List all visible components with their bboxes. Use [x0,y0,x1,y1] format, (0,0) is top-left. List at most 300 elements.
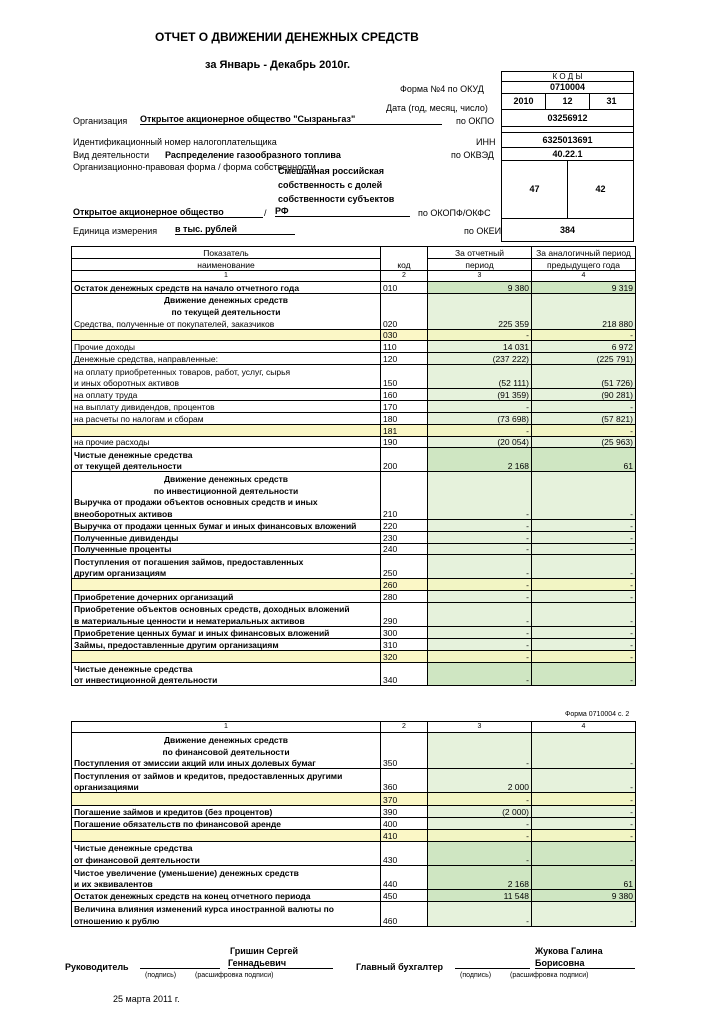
row-current-value: (52 111) [428,377,532,389]
table-row [72,412,636,424]
accountant-decode-hint: (расшифровка подписи) [510,972,589,979]
row-code [381,769,428,781]
table-row [72,543,636,555]
row-previous-value: (225 791) [532,353,636,365]
row-code: 450 [381,890,428,902]
row-name: Приобретение объектов основных средств, доходных вложений [72,603,381,615]
col-previous-header-2: предыдущего года [532,259,636,271]
table-row [72,305,636,317]
row-previous-value [532,448,636,460]
date-day: 31 [589,93,634,110]
row-current-value: - [428,591,532,603]
col-name-header: наименование [72,259,381,271]
row-code: 310 [381,638,428,650]
row-previous-value [532,769,636,781]
row-current-value [428,472,532,484]
row-code: 020 [381,317,428,329]
row-name: Денежные средства, направленные: [72,353,381,365]
row-previous-value: - [532,793,636,805]
head-decode-hint: (расшифровка подписи) [195,972,274,979]
row-current-value: - [428,519,532,531]
row-code [381,662,428,674]
row-current-value [428,496,532,508]
row-previous-value: (25 963) [532,436,636,448]
col-number-4: 4 [532,271,636,282]
table-row [72,902,636,914]
table-row [72,914,636,926]
row-name: Погашение займов и кредитов (без процентов) [72,805,381,817]
row-previous-value: - [532,914,636,926]
table-row [72,817,636,829]
row-name: Величина влияния изменений курса иностранной валюты по [72,902,381,914]
row-name: другим организациям [72,567,381,579]
row-code [381,745,428,757]
row-code [381,841,428,853]
row-current-value: - [428,793,532,805]
row-previous-value [532,484,636,496]
row-current-value [428,365,532,377]
page2-label: Форма 0710004 с. 2 [565,711,630,718]
row-previous-value: - [532,614,636,626]
row-code: 410 [381,829,428,841]
table-row [72,293,636,305]
row-previous-value [532,745,636,757]
row-name: Полученные дивиденды [72,531,381,543]
row-name: на прочие расходы [72,436,381,448]
row-previous-value: 218 880 [532,317,636,329]
head-signature-line [140,958,220,969]
row-current-value [428,662,532,674]
table-row [72,365,636,377]
table-row [72,793,636,805]
row-code [381,603,428,615]
row-name: Займы, предоставленные другим организациям [72,638,381,650]
row-previous-value: - [532,507,636,519]
row-name [72,424,381,436]
row-name [72,579,381,591]
row-name: на оплату труда [72,389,381,401]
row-code: 360 [381,781,428,793]
table-row [72,829,636,841]
row-previous-value: 61 [532,878,636,890]
row-code: 190 [381,436,428,448]
row-code: 280 [381,591,428,603]
row-current-value: - [428,914,532,926]
okopf-label: по ОКОПФ/ОКФС [418,208,491,218]
row-code: 160 [381,389,428,401]
table-row [72,519,636,531]
row-previous-value: - [532,638,636,650]
row-name: отношению к рублю [72,914,381,926]
okud-code: 0710004 [501,81,634,94]
row-code: 150 [381,377,428,389]
table-row [72,353,636,365]
row-code [381,472,428,484]
row-current-value: - [428,674,532,686]
table-row [72,424,636,436]
row-code: 320 [381,650,428,662]
row-previous-value: - [532,567,636,579]
row-code: 240 [381,543,428,555]
row-current-value [428,745,532,757]
row-name: Поступления от погашения займов, предоставленных [72,555,381,567]
table-row [72,484,636,496]
row-current-value [428,902,532,914]
row-name: Движение денежных средств [72,293,381,305]
col-indicator-header: Показатель [72,247,381,259]
row-current-value: - [428,329,532,341]
row-name: Полученные проценты [72,543,381,555]
row-previous-value [532,472,636,484]
table-row [72,757,636,769]
row-code: 200 [381,460,428,472]
row-current-value: (20 054) [428,436,532,448]
table-row [72,674,636,686]
row-code: 290 [381,614,428,626]
row-name: и их эквивалентов [72,878,381,890]
accountant-sign-hint: (подпись) [460,972,492,979]
legal-form-slash: / [264,208,267,218]
row-name: Выручка от продажи ценных бумаг и иных финансовых вложений [72,519,381,531]
table-row [72,890,636,902]
date-label: Дата (год, месяц, число) [386,103,488,113]
row-name: по текущей деятельности [72,305,381,317]
activity-value: Распределение газообразного топлива [165,150,341,160]
inn-code: 6325013691 [501,132,634,148]
row-previous-value: - [532,591,636,603]
row-name: по финансовой деятельности [72,745,381,757]
table-row [72,591,636,603]
okei-label: по ОКЕИ [464,226,502,236]
row-code: 370 [381,793,428,805]
row-current-value: - [428,757,532,769]
row-name: Остаток денежных средств на конец отчетного периода [72,890,381,902]
table-row [72,614,636,626]
row-code: 350 [381,757,428,769]
row-code [381,902,428,914]
row-code [381,365,428,377]
row-previous-value: - [532,543,636,555]
row-previous-value: - [532,531,636,543]
okfs-code: 42 [567,160,634,219]
head-label: Руководитель [65,962,129,972]
row-current-value: - [428,531,532,543]
row-name: Движение денежных средств [72,472,381,484]
row-current-value: - [428,650,532,662]
col-number-1: 1 [72,271,381,282]
row-previous-value: 9 319 [532,282,636,294]
row-code: 430 [381,853,428,865]
row-current-value: - [428,638,532,650]
row-current-value [428,448,532,460]
col-previous-header-1: За аналогичный период [532,247,636,259]
p2-col-number-4: 4 [532,722,636,733]
table-row [72,866,636,878]
table-row [72,638,636,650]
row-current-value [428,841,532,853]
p2-col-number-1: 1 [72,722,381,733]
row-current-value: - [428,400,532,412]
unit-value: в тыс. рублей [175,224,295,235]
table-row [72,662,636,674]
row-code: 260 [381,579,428,591]
table-row [72,341,636,353]
row-name [72,829,381,841]
row-previous-value: - [532,626,636,638]
row-name: в материальные ценности и нематериальных активов [72,614,381,626]
row-code: 110 [381,341,428,353]
row-name: внеоборотных активов [72,507,381,519]
row-code: 170 [381,400,428,412]
ownership-line-3: собственности субъектов [278,194,395,204]
row-code [381,448,428,460]
accountant-label: Главный бухгалтер [356,962,444,972]
row-current-value: 225 359 [428,317,532,329]
unit-label: Единица измерения [73,226,158,236]
row-previous-value: - [532,424,636,436]
row-name: Поступления от эмиссии акций или иных долевых бумаг [72,757,381,769]
row-code: 390 [381,805,428,817]
row-code: 300 [381,626,428,638]
table-row [72,805,636,817]
row-current-value: 14 031 [428,341,532,353]
table-row [72,329,636,341]
row-name: Чистые денежные средства [72,662,381,674]
table-row [72,603,636,615]
table-row [72,531,636,543]
signature-date: 25 марта 2011 г. [113,994,180,1004]
row-current-value: - [428,579,532,591]
row-code: 460 [381,914,428,926]
row-previous-value: - [532,829,636,841]
row-current-value: - [428,853,532,865]
row-name: Приобретение ценных бумаг и иных финансовых вложений [72,626,381,638]
row-previous-value: - [532,519,636,531]
row-name: от финансовой деятельности [72,853,381,865]
row-previous-value: - [532,817,636,829]
row-name: Чистые денежные средства [72,448,381,460]
table-row [72,853,636,865]
row-name: Остаток денежных средств на начало отчетного года [72,282,381,294]
table-row [72,496,636,508]
cashflow-table-page1 [71,246,636,686]
p2-col-number-3: 3 [428,722,532,733]
okved-label: по ОКВЭД [451,150,494,160]
row-previous-value [532,365,636,377]
row-name: Приобретение дочерних организаций [72,591,381,603]
row-name: и иных оборотных активов [72,377,381,389]
row-name: по инвестиционной деятельности [72,484,381,496]
row-code [381,733,428,745]
row-name [72,329,381,341]
row-current-value [428,866,532,878]
row-code: 010 [381,282,428,294]
row-current-value: - [428,614,532,626]
report-period: за Январь - Декабрь 2010г. [205,59,351,71]
p2-col-number-2: 2 [381,722,428,733]
row-current-value: - [428,817,532,829]
row-previous-value: - [532,674,636,686]
row-previous-value: - [532,853,636,865]
row-code [381,293,428,305]
row-previous-value: - [532,579,636,591]
row-current-value [428,603,532,615]
table-row [72,389,636,401]
row-name: на оплату приобретенных товаров, работ, услуг, сырья [72,365,381,377]
inn-description: Идентификационный номер налогоплательщика [73,137,277,147]
row-code: 220 [381,519,428,531]
row-name: Выручка от продажи объектов основных средств и иных [72,496,381,508]
okopf-code: 47 [501,160,568,219]
head-name-line-1: Гришин Сергей [230,946,299,956]
col-number-3: 3 [428,271,532,282]
table-row [72,460,636,472]
inn-label: ИНН [476,137,496,147]
table-row [72,650,636,662]
table-row [72,579,636,591]
row-code: 030 [381,329,428,341]
row-code: 180 [381,412,428,424]
ownership-line-4: РФ [275,206,410,217]
row-code: 400 [381,817,428,829]
table-row [72,733,636,745]
col-current-header-1: За отчетный [428,247,532,259]
row-code: 340 [381,674,428,686]
col-code-header: код [381,247,428,271]
row-code: 120 [381,353,428,365]
row-code: 250 [381,567,428,579]
date-year: 2010 [501,93,546,110]
row-previous-value: 6 972 [532,341,636,353]
table-row [72,507,636,519]
row-name [72,793,381,805]
row-name: Чистое увеличение (уменьшение) денежных средств [72,866,381,878]
row-name: Чистые денежные средства [72,841,381,853]
row-current-value [428,769,532,781]
ownership-line-2: собственность с долей [278,180,383,190]
row-previous-value [532,841,636,853]
row-current-value: - [428,507,532,519]
table-row [72,472,636,484]
row-current-value: 9 380 [428,282,532,294]
table-row [72,436,636,448]
row-previous-value [532,866,636,878]
okved-code: 40.22.1 [501,147,634,161]
row-current-value: (2 000) [428,805,532,817]
row-previous-value [532,293,636,305]
okpo-label: по ОКПО [456,116,495,126]
table-row [72,745,636,757]
cashflow-table-page2 [71,721,636,927]
activity-label: Вид деятельности [73,150,150,160]
table-row [72,626,636,638]
table-row [72,377,636,389]
table-row [72,841,636,853]
row-name: Средства, полученные от покупателей, заказчиков [72,317,381,329]
row-name: Погашение обязательств по финансовой аренде [72,817,381,829]
row-name: организациями [72,781,381,793]
report-title: ОТЧЕТ О ДВИЖЕНИИ ДЕНЕЖНЫХ СРЕДСТВ [155,30,419,44]
row-name: от текущей деятельности [72,460,381,472]
table-row [72,282,636,294]
row-previous-value: (90 281) [532,389,636,401]
row-current-value: - [428,424,532,436]
row-current-value [428,733,532,745]
row-name: на расчеты по налогам и сборам [72,412,381,424]
row-previous-value: - [532,329,636,341]
table-row [72,448,636,460]
row-code: 181 [381,424,428,436]
legal-form-value: Открытое акционерное общество [73,207,263,218]
table-row [72,567,636,579]
row-current-value: - [428,829,532,841]
row-previous-value [532,496,636,508]
legal-form-label: Организационно-правовая форма / форма собственности [73,162,316,172]
okud-label: Форма №4 по ОКУД [400,84,484,94]
table-row [72,317,636,329]
row-previous-value [532,603,636,615]
row-current-value: 2 000 [428,781,532,793]
row-name: Прочие доходы [72,341,381,353]
org-value: Открытое акционерное общество "Сызраньгаз" [140,114,442,125]
row-current-value: (91 359) [428,389,532,401]
row-code: 230 [381,531,428,543]
row-previous-value: - [532,781,636,793]
row-name: Поступления от займов и кредитов, предоставленных другими [72,769,381,781]
row-previous-value: - [532,650,636,662]
row-current-value [428,293,532,305]
row-current-value: (237 222) [428,353,532,365]
row-previous-value [532,733,636,745]
row-current-value [428,484,532,496]
okpo-code: 03256912 [501,109,634,127]
row-previous-value: 9 380 [532,890,636,902]
codes-header: К О Д Ы [501,71,634,82]
accountant-name-line-1: Жукова Галина [535,946,603,956]
row-name: на выплату дивидендов, процентов [72,400,381,412]
row-code [381,496,428,508]
row-previous-value: 61 [532,460,636,472]
table-row [72,878,636,890]
row-previous-value [532,305,636,317]
row-current-value: (73 698) [428,412,532,424]
col-current-header-2: период [428,259,532,271]
table-row [72,769,636,781]
table-row [72,400,636,412]
table-row [72,781,636,793]
row-name: Движение денежных средств [72,733,381,745]
row-current-value [428,305,532,317]
row-code [381,866,428,878]
row-current-value: - [428,543,532,555]
row-current-value: - [428,567,532,579]
accountant-name-line-2: Борисовна [535,958,635,969]
ownership-line-1: Смешанная российская [278,166,385,176]
row-code: 440 [381,878,428,890]
row-previous-value [532,902,636,914]
row-previous-value: (51 726) [532,377,636,389]
row-previous-value [532,662,636,674]
date-month: 12 [545,93,590,110]
row-previous-value: - [532,400,636,412]
row-code [381,484,428,496]
table-row [72,555,636,567]
row-code [381,555,428,567]
col-number-2: 2 [381,271,428,282]
org-label: Организация [73,116,128,126]
row-current-value [428,555,532,567]
head-sign-hint: (подпись) [145,972,177,979]
